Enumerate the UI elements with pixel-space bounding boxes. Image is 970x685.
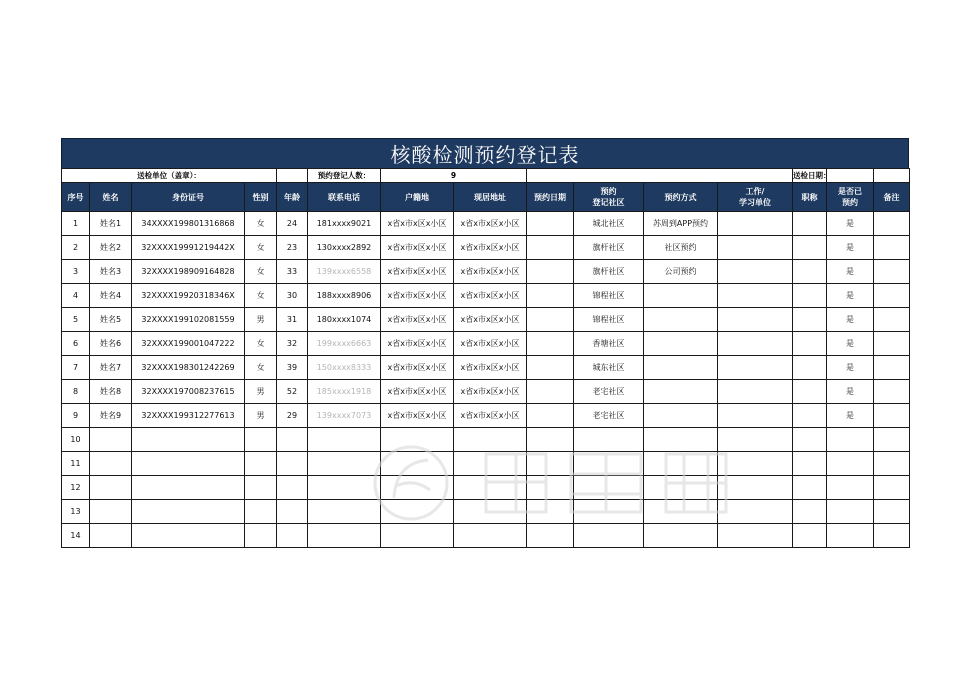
cell-seq: 5 <box>62 308 90 332</box>
cell-seq: 12 <box>62 476 90 500</box>
col-header-booked <box>827 183 874 212</box>
cell-age[interactable] <box>277 476 308 500</box>
cell-work-unit[interactable] <box>718 308 793 332</box>
cell-work-unit[interactable] <box>718 452 793 476</box>
cell-gender[interactable]: 男 <box>245 404 277 428</box>
cell-age[interactable] <box>277 428 308 452</box>
table-row <box>62 428 910 452</box>
cell-seq: 1 <box>62 212 90 236</box>
table-row <box>62 332 910 356</box>
cell-note[interactable] <box>874 332 910 356</box>
cell-title[interactable] <box>793 452 827 476</box>
cell-address[interactable] <box>454 452 527 476</box>
cell-community[interactable] <box>574 452 644 476</box>
cell-phone[interactable]: 199xxxx6663 <box>308 332 381 356</box>
col-header-work-line1: 工作/ <box>745 187 765 196</box>
cell-work-unit[interactable] <box>718 380 793 404</box>
cell-age[interactable]: 30 <box>277 284 308 308</box>
cell-title[interactable] <box>793 524 827 548</box>
cell-id-number[interactable] <box>132 428 245 452</box>
cell-work-unit[interactable] <box>718 476 793 500</box>
cell-id-number[interactable] <box>132 500 245 524</box>
cell-phone[interactable]: 139xxxx7073 <box>308 404 381 428</box>
table-row <box>62 284 910 308</box>
cell-appt-date[interactable] <box>527 524 574 548</box>
cell-seq: 10 <box>62 428 90 452</box>
unit-value-cell[interactable] <box>277 169 308 183</box>
cell-address[interactable]: x省x市x区x小区 <box>454 308 527 332</box>
col-header-booked-line1: 是否已 <box>838 187 862 196</box>
cell-title[interactable] <box>793 260 827 284</box>
cell-phone[interactable] <box>308 452 381 476</box>
cell-address[interactable]: x省x市x区x小区 <box>454 332 527 356</box>
cell-title[interactable] <box>793 212 827 236</box>
cell-method[interactable] <box>644 332 718 356</box>
cell-seq: 7 <box>62 356 90 380</box>
date-value-cell[interactable] <box>827 169 874 183</box>
col-header-phone: 联系电话 <box>308 183 381 212</box>
col-header-appt-date: 预约日期 <box>527 183 574 212</box>
cell-id-number[interactable]: 32XXXX199001047222 <box>132 332 245 356</box>
cell-appt-date[interactable] <box>527 332 574 356</box>
cell-address[interactable]: x省x市x区x小区 <box>454 380 527 404</box>
cell-address[interactable] <box>454 428 527 452</box>
cell-note[interactable] <box>874 356 910 380</box>
cell-booked[interactable]: 是 <box>827 404 874 428</box>
cell-hukou[interactable]: x省x市x区x小区 <box>381 236 454 260</box>
cell-community[interactable]: 老宅社区 <box>574 404 644 428</box>
cell-work-unit[interactable] <box>718 284 793 308</box>
col-header-note: 备注 <box>874 183 910 212</box>
cell-address[interactable] <box>454 524 527 548</box>
cell-gender[interactable] <box>245 500 277 524</box>
cell-seq: 13 <box>62 500 90 524</box>
cell-name[interactable] <box>90 428 132 452</box>
col-header-gender: 性别 <box>245 183 277 212</box>
registration-table <box>61 168 910 548</box>
cell-community[interactable]: 城北社区 <box>574 212 644 236</box>
cell-id-number[interactable]: 32XXXX19991219442X <box>132 236 245 260</box>
col-header-method: 预约方式 <box>644 183 718 212</box>
cell-age[interactable]: 23 <box>277 236 308 260</box>
cell-phone[interactable]: 130xxxx2892 <box>308 236 381 260</box>
cell-method[interactable] <box>644 356 718 380</box>
cell-booked[interactable]: 是 <box>827 380 874 404</box>
table-row <box>62 452 910 476</box>
table-row <box>62 260 910 284</box>
count-label: 预约登记人数： <box>308 169 381 183</box>
cell-title[interactable] <box>793 476 827 500</box>
cell-method[interactable] <box>644 428 718 452</box>
info-spacer-cell <box>527 169 793 183</box>
cell-name[interactable] <box>90 500 132 524</box>
cell-method[interactable] <box>644 308 718 332</box>
col-header-work-line2: 学习单位 <box>739 198 771 207</box>
header-row <box>62 183 910 212</box>
cell-note[interactable] <box>874 380 910 404</box>
cell-address[interactable] <box>454 500 527 524</box>
cell-appt-date[interactable] <box>527 452 574 476</box>
cell-name[interactable]: 姓名4 <box>90 284 132 308</box>
cell-booked[interactable] <box>827 476 874 500</box>
cell-name[interactable]: 姓名1 <box>90 212 132 236</box>
cell-booked[interactable]: 是 <box>827 308 874 332</box>
cell-hukou[interactable]: x省x市x区x小区 <box>381 260 454 284</box>
cell-gender[interactable] <box>245 476 277 500</box>
cell-appt-date[interactable] <box>527 380 574 404</box>
col-header-work <box>718 183 793 212</box>
cell-name[interactable]: 姓名8 <box>90 380 132 404</box>
cell-address[interactable]: x省x市x区x小区 <box>454 260 527 284</box>
sheet-title: 核酸检测预约登记表 <box>61 138 909 168</box>
cell-method[interactable] <box>644 284 718 308</box>
cell-method[interactable]: 苏周到APP预约 <box>644 212 718 236</box>
cell-method[interactable] <box>644 524 718 548</box>
cell-seq: 11 <box>62 452 90 476</box>
table-row <box>62 236 910 260</box>
cell-phone[interactable] <box>308 476 381 500</box>
cell-id-number[interactable] <box>132 476 245 500</box>
cell-note[interactable] <box>874 212 910 236</box>
cell-gender[interactable]: 女 <box>245 236 277 260</box>
cell-note[interactable] <box>874 452 910 476</box>
cell-gender[interactable]: 男 <box>245 380 277 404</box>
cell-appt-date[interactable] <box>527 404 574 428</box>
cell-id-number[interactable]: 32XXXX199312277613 <box>132 404 245 428</box>
cell-title[interactable] <box>793 404 827 428</box>
cell-booked[interactable]: 是 <box>827 356 874 380</box>
cell-hukou[interactable] <box>381 452 454 476</box>
cell-phone[interactable] <box>308 428 381 452</box>
table-row <box>62 476 910 500</box>
cell-address[interactable]: x省x市x区x小区 <box>454 236 527 260</box>
cell-community[interactable] <box>574 524 644 548</box>
cell-gender[interactable]: 男 <box>245 308 277 332</box>
cell-phone[interactable]: 181xxxx9021 <box>308 212 381 236</box>
cell-id-number[interactable] <box>132 452 245 476</box>
cell-booked[interactable]: 是 <box>827 212 874 236</box>
cell-phone[interactable] <box>308 524 381 548</box>
cell-id-number[interactable]: 32XXXX198909164828 <box>132 260 245 284</box>
cell-gender[interactable] <box>245 428 277 452</box>
cell-note[interactable] <box>874 260 910 284</box>
cell-name[interactable]: 姓名2 <box>90 236 132 260</box>
cell-phone[interactable]: 188xxxx8906 <box>308 284 381 308</box>
col-header-id: 身份证号 <box>132 183 245 212</box>
cell-gender[interactable]: 女 <box>245 212 277 236</box>
cell-age[interactable]: 32 <box>277 332 308 356</box>
cell-method[interactable] <box>644 500 718 524</box>
cell-appt-date[interactable] <box>527 428 574 452</box>
cell-community[interactable]: 旗杆社区 <box>574 236 644 260</box>
cell-appt-date[interactable] <box>527 212 574 236</box>
cell-id-number[interactable]: 32XXXX19920318346X <box>132 284 245 308</box>
cell-name[interactable]: 姓名5 <box>90 308 132 332</box>
cell-id-number[interactable]: 32XXXX197008237615 <box>132 380 245 404</box>
cell-age[interactable] <box>277 524 308 548</box>
cell-id-number[interactable]: 34XXXX199801316868 <box>132 212 245 236</box>
cell-address[interactable]: x省x市x区x小区 <box>454 212 527 236</box>
cell-booked[interactable]: 是 <box>827 332 874 356</box>
cell-work-unit[interactable] <box>718 524 793 548</box>
table-row <box>62 500 910 524</box>
cell-name[interactable] <box>90 476 132 500</box>
cell-phone[interactable]: 180xxxx1074 <box>308 308 381 332</box>
cell-method[interactable] <box>644 380 718 404</box>
cell-hukou[interactable] <box>381 476 454 500</box>
cell-booked[interactable] <box>827 452 874 476</box>
cell-seq: 6 <box>62 332 90 356</box>
cell-community[interactable]: 香塘社区 <box>574 332 644 356</box>
cell-seq: 9 <box>62 404 90 428</box>
cell-community[interactable]: 锦程社区 <box>574 284 644 308</box>
count-value: 9 <box>381 169 527 183</box>
cell-title[interactable] <box>793 308 827 332</box>
table-row <box>62 524 910 548</box>
col-header-hukou: 户籍地 <box>381 183 454 212</box>
cell-age[interactable]: 24 <box>277 212 308 236</box>
cell-address[interactable] <box>454 476 527 500</box>
cell-method[interactable]: 社区预约 <box>644 236 718 260</box>
col-header-name: 姓名 <box>90 183 132 212</box>
cell-seq: 4 <box>62 284 90 308</box>
cell-booked[interactable]: 是 <box>827 236 874 260</box>
cell-note[interactable] <box>874 404 910 428</box>
cell-phone[interactable] <box>308 500 381 524</box>
cell-note[interactable] <box>874 284 910 308</box>
cell-name[interactable]: 姓名6 <box>90 332 132 356</box>
cell-phone[interactable]: 150xxxx8333 <box>308 356 381 380</box>
cell-hukou[interactable] <box>381 524 454 548</box>
cell-title[interactable] <box>793 236 827 260</box>
col-header-community-line2: 登记社区 <box>592 198 625 207</box>
cell-booked[interactable] <box>827 524 874 548</box>
table-row <box>62 308 910 332</box>
cell-note[interactable] <box>874 500 910 524</box>
cell-age[interactable]: 52 <box>277 380 308 404</box>
cell-address[interactable]: x省x市x区x小区 <box>454 356 527 380</box>
cell-address[interactable]: x省x市x区x小区 <box>454 404 527 428</box>
cell-id-number[interactable]: 32XXXX198301242269 <box>132 356 245 380</box>
info-row <box>62 169 910 183</box>
cell-community[interactable]: 老宅社区 <box>574 380 644 404</box>
col-header-community <box>574 183 644 212</box>
cell-gender[interactable]: 女 <box>245 284 277 308</box>
cell-method[interactable] <box>644 452 718 476</box>
cell-note[interactable] <box>874 236 910 260</box>
cell-appt-date[interactable] <box>527 476 574 500</box>
col-header-seq: 序号 <box>62 183 90 212</box>
cell-method[interactable] <box>644 476 718 500</box>
cell-hukou[interactable]: x省x市x区x小区 <box>381 212 454 236</box>
cell-name[interactable] <box>90 452 132 476</box>
cell-gender[interactable] <box>245 524 277 548</box>
cell-work-unit[interactable] <box>718 428 793 452</box>
col-header-community-line1: 预约 <box>600 187 617 196</box>
cell-hukou[interactable]: x省x市x区x小区 <box>381 380 454 404</box>
cell-age[interactable]: 29 <box>277 404 308 428</box>
cell-name[interactable]: 姓名3 <box>90 260 132 284</box>
col-header-booked-line2: 预约 <box>842 198 858 207</box>
cell-name[interactable] <box>90 524 132 548</box>
info-blank-cell-1 <box>874 169 910 183</box>
cell-community[interactable] <box>574 476 644 500</box>
cell-seq: 2 <box>62 236 90 260</box>
cell-work-unit[interactable] <box>718 332 793 356</box>
cell-seq: 3 <box>62 260 90 284</box>
col-header-title: 职称 <box>793 183 827 212</box>
cell-work-unit[interactable] <box>718 236 793 260</box>
cell-id-number[interactable] <box>132 524 245 548</box>
unit-label: 送检单位（盖章）： <box>62 169 277 183</box>
col-header-address: 现居地址 <box>454 183 527 212</box>
cell-community[interactable] <box>574 428 644 452</box>
cell-note[interactable] <box>874 476 910 500</box>
cell-seq: 8 <box>62 380 90 404</box>
table-row <box>62 356 910 380</box>
cell-title[interactable] <box>793 500 827 524</box>
cell-note[interactable] <box>874 308 910 332</box>
table-row <box>62 212 910 236</box>
cell-gender[interactable]: 女 <box>245 356 277 380</box>
cell-booked[interactable] <box>827 428 874 452</box>
cell-community[interactable]: 锦程社区 <box>574 308 644 332</box>
cell-gender[interactable]: 女 <box>245 260 277 284</box>
cell-appt-date[interactable] <box>527 500 574 524</box>
cell-age[interactable]: 33 <box>277 260 308 284</box>
cell-phone[interactable]: 185xxxx1918 <box>308 380 381 404</box>
cell-community[interactable] <box>574 500 644 524</box>
cell-gender[interactable]: 女 <box>245 332 277 356</box>
cell-name[interactable]: 姓名9 <box>90 404 132 428</box>
cell-note[interactable] <box>874 428 910 452</box>
cell-age[interactable] <box>277 452 308 476</box>
cell-work-unit[interactable] <box>718 356 793 380</box>
registration-sheet <box>61 138 909 548</box>
cell-gender[interactable] <box>245 452 277 476</box>
cell-hukou[interactable]: x省x市x区x小区 <box>381 356 454 380</box>
cell-appt-date[interactable] <box>527 284 574 308</box>
cell-hukou[interactable] <box>381 428 454 452</box>
table-row <box>62 380 910 404</box>
cell-address[interactable]: x省x市x区x小区 <box>454 284 527 308</box>
cell-booked[interactable] <box>827 500 874 524</box>
cell-hukou[interactable]: x省x市x区x小区 <box>381 284 454 308</box>
cell-appt-date[interactable] <box>527 260 574 284</box>
cell-age[interactable] <box>277 500 308 524</box>
table-body <box>62 212 910 548</box>
cell-booked[interactable]: 是 <box>827 284 874 308</box>
cell-method[interactable] <box>644 404 718 428</box>
cell-method[interactable]: 公司预约 <box>644 260 718 284</box>
cell-title[interactable] <box>793 284 827 308</box>
cell-booked[interactable]: 是 <box>827 260 874 284</box>
col-header-age: 年龄 <box>277 183 308 212</box>
cell-seq: 14 <box>62 524 90 548</box>
cell-age[interactable]: 39 <box>277 356 308 380</box>
cell-title[interactable] <box>793 356 827 380</box>
cell-id-number[interactable]: 32XXXX199102081559 <box>132 308 245 332</box>
date-label: 送检日期： <box>793 169 827 183</box>
cell-title[interactable] <box>793 428 827 452</box>
cell-title[interactable] <box>793 332 827 356</box>
cell-hukou[interactable]: x省x市x区x小区 <box>381 332 454 356</box>
cell-hukou[interactable]: x省x市x区x小区 <box>381 308 454 332</box>
cell-title[interactable] <box>793 380 827 404</box>
cell-appt-date[interactable] <box>527 356 574 380</box>
cell-work-unit[interactable] <box>718 500 793 524</box>
cell-work-unit[interactable] <box>718 404 793 428</box>
cell-age[interactable]: 31 <box>277 308 308 332</box>
cell-appt-date[interactable] <box>527 308 574 332</box>
cell-hukou[interactable] <box>381 500 454 524</box>
cell-note[interactable] <box>874 524 910 548</box>
cell-hukou[interactable]: x省x市x区x小区 <box>381 404 454 428</box>
cell-appt-date[interactable] <box>527 236 574 260</box>
cell-community[interactable]: 旗杆社区 <box>574 260 644 284</box>
cell-work-unit[interactable] <box>718 212 793 236</box>
cell-community[interactable]: 城东社区 <box>574 356 644 380</box>
cell-name[interactable]: 姓名7 <box>90 356 132 380</box>
cell-phone[interactable]: 139xxxx6558 <box>308 260 381 284</box>
table-row <box>62 404 910 428</box>
cell-work-unit[interactable] <box>718 260 793 284</box>
